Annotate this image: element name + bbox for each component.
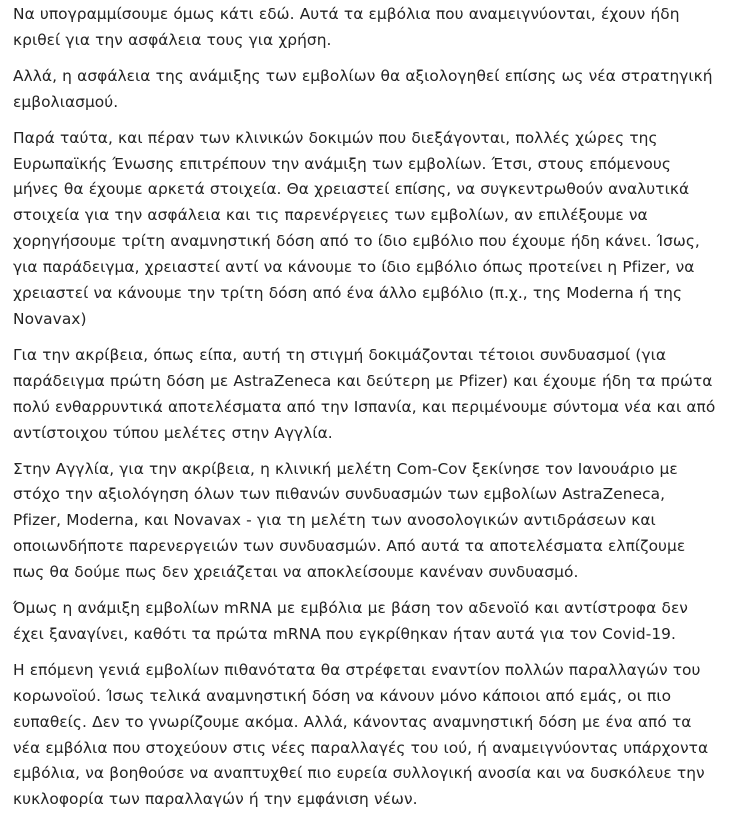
paragraph-2: Αλλά, η ασφάλεια της ανάμιξης των εμβολίων θα αξιολογηθεί επίσης ως νέα στρατηγική εμβολιασμού. <box>13 66 713 111</box>
paragraph-5: Στην Αγγλία, για την ακρίβεια, η κλινική μελέτη Com-Cov ξεκίνησε τον Ιανουάριο με στόχο την αξιολόγηση όλων των πιθανών συνδυασμών των εμβολίων AstraZeneca, Pfizer, Moderna, και Novavax - για τη μελέτη των ανοσολογικών αντιδράσεων και οποιωνδήποτε παρενεργειών των συνδυασμών. Από αυτά τα αποτελέσματα ελπίζουμε πως θα δούμε πως δεν χρειάζεται να αποκλείσουμε κανέναν συνδυασμό. <box>13 459 686 582</box>
paragraph-4: Για την ακρίβεια, όπως είπα, αυτή τη στιγμή δοκιμάζονται τέτοιοι συνδυασμοί (για παράδειγμα πρώτη δόση με AstraZeneca και δεύτερη με Pfizer) και έχουμε ήδη τα πρώτα πολύ ενθαρρυντικά αποτελέσματα από την Ισπανία, και περιμένουμε σύντομα νέα και από αντίστοιχου τύπου μελέτες στην Αγγλία. <box>13 345 716 442</box>
paragraph-1: Να υπογραμμίσουμε όμως κάτι εδώ. Αυτά τα εμβόλια που αναμειγνύονται, έχουν ήδη κριθεί για την ασφάλεια τους για χρήση. <box>13 5 680 49</box>
paragraph-6: Όμως η ανάμιξη εμβολίων mRNA με εμβόλια με βάση τον αδενοϊό και αντίστροφα δεν έχει ξαναγίνει, καθότι τα πρώτα mRNA που εγκρίθηκαν ήταν αυτά για τον Covid-19. <box>13 599 688 643</box>
paragraph-3: Παρά ταύτα, και πέραν των κλινικών δοκιμών που διεξάγονται, πολλές χώρες της Ευρωπαϊκής Ένωσης επιτρέπουν την ανάμιξη των εμβολίων. Έτσι, στους επόμενους μήνες θα έχουμε αρκετά στοιχεία. Θα χρειαστεί επίσης, να συγκεντρωθούν αναλυτικά στοιχεία για την ασφάλεια και τις παρενέργειες των εμβολίων, αν επιλέξουμε να χορηγήσουμε τρίτη αναμνηστική δόση από το ίδιο εμβόλιο που έχουμε ήδη κάνει. Ίσως, για παράδειγμα, χρειαστεί αντί να κάνουμε το ίδιο εμβόλιο όπως προτείνει η Pfizer, να χρειαστεί να κάνουμε την τρίτη δόση από ένα άλλο εμβόλιο (π.χ., της Moderna ή της Novavax) <box>13 128 700 328</box>
paragraph-7: Η επόμενη γενιά εμβολίων πιθανότατα θα στρέφεται εναντίον πολλών παραλλαγών του κορωνοϊού. Ίσως τελικά αναμνηστική δόση να κάνουν μόνο κάποιοι από εμάς, οι πιο ευπαθείς. Δεν το γνωρίζουμε ακόμα. Αλλά, κάνοντας αναμνηστική δόση με ένα από τα νέα εμβόλια που στοχεύουν στις νέες παραλλαγές του ιού, ή αναμειγνύοντας υπάρχοντα εμβόλια, να βοηθούσε να αναπτυχθεί πιο ευρεία συλλογική ανοσία και να δυσκόλευε την κυκλοφορία των παραλλαγών ή την εμφάνιση νέων. <box>13 660 709 809</box>
